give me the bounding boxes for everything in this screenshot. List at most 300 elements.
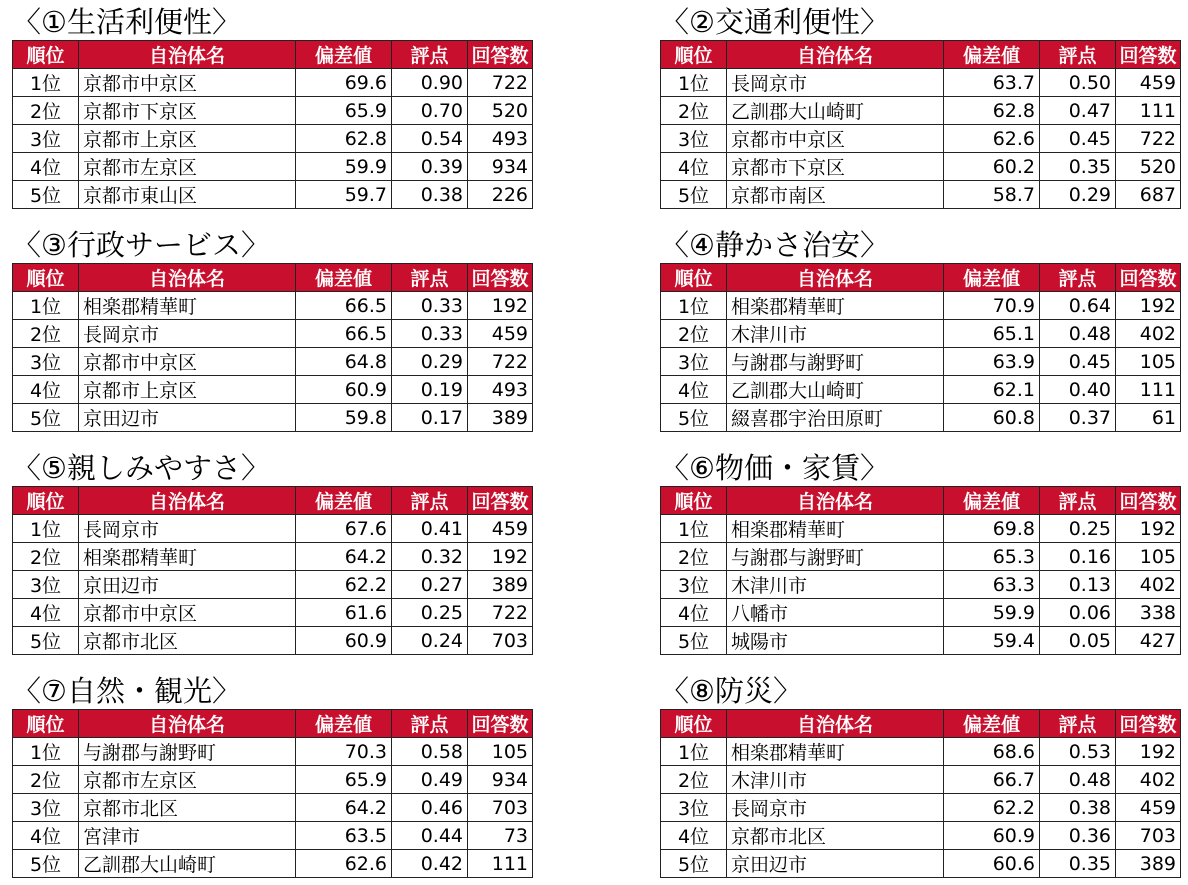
deviation-header: 偏差値: [944, 264, 1040, 292]
score-header: 評点: [392, 487, 468, 515]
responses-header: 回答数: [1116, 41, 1181, 69]
table-row: [13, 543, 533, 571]
deviation-value-cell: 62.8: [296, 125, 392, 153]
name-header: 自治体名: [79, 41, 296, 69]
score-cell: 0.37: [1040, 404, 1116, 432]
section-quiet-safety: [660, 227, 1180, 432]
name-header: 自治体名: [727, 41, 944, 69]
rank-cell: 3位: [661, 794, 727, 822]
table-row: [661, 376, 1181, 404]
deviation-value-cell: 59.9: [944, 599, 1040, 627]
deviation-value-cell: 68.6: [944, 738, 1040, 766]
deviation-value-cell: 60.9: [944, 822, 1040, 850]
section-living-convenience: [12, 4, 532, 209]
score-cell: 0.90: [392, 69, 468, 97]
rank-cell: 1位: [661, 515, 727, 543]
ranking-table: [660, 263, 1181, 432]
section-title: 〈①生活利便性〉: [12, 5, 241, 39]
section-prices-rent: [660, 450, 1180, 655]
rank-cell: 1位: [661, 738, 727, 766]
rank-header: 順位: [661, 41, 727, 69]
table-row: [661, 738, 1181, 766]
score-cell: 0.50: [1040, 69, 1116, 97]
response-count-cell: 722: [1116, 125, 1181, 153]
municipality-name-cell: 城陽市: [727, 627, 944, 655]
score-cell: 0.41: [392, 515, 468, 543]
municipality-name-cell: 長岡京市: [727, 69, 944, 97]
rank-header: 順位: [13, 264, 79, 292]
table-row: [13, 69, 533, 97]
rank-cell: 5位: [661, 850, 727, 878]
municipality-name-cell: 綴喜郡宇治田原町: [727, 404, 944, 432]
deviation-header: 偏差値: [296, 264, 392, 292]
score-cell: 0.17: [392, 404, 468, 432]
rank-cell: 3位: [661, 571, 727, 599]
municipality-name-cell: 乙訓郡大山崎町: [727, 376, 944, 404]
rank-cell: 5位: [13, 404, 79, 432]
rank-cell: 1位: [13, 69, 79, 97]
deviation-value-cell: 69.6: [296, 69, 392, 97]
municipality-name-cell: 相楽郡精華町: [727, 515, 944, 543]
deviation-value-cell: 58.7: [944, 181, 1040, 209]
table-row: [13, 348, 533, 376]
response-count-cell: 703: [468, 627, 533, 655]
rank-cell: 3位: [661, 125, 727, 153]
table-header-row: [13, 41, 533, 69]
municipality-name-cell: 木津川市: [727, 320, 944, 348]
rank-header: 順位: [661, 264, 727, 292]
response-count-cell: 105: [468, 738, 533, 766]
deviation-value-cell: 60.9: [296, 627, 392, 655]
score-header: 評点: [392, 264, 468, 292]
table-header-row: [13, 710, 533, 738]
rank-cell: 2位: [661, 766, 727, 794]
response-count-cell: 192: [468, 292, 533, 320]
deviation-value-cell: 65.9: [296, 766, 392, 794]
response-count-cell: 722: [468, 69, 533, 97]
table-row: [661, 822, 1181, 850]
section-government-services: [12, 227, 532, 432]
responses-header: 回答数: [1116, 710, 1181, 738]
table-row: [661, 125, 1181, 153]
rank-cell: 1位: [13, 515, 79, 543]
score-cell: 0.27: [392, 571, 468, 599]
deviation-value-cell: 59.4: [944, 627, 1040, 655]
municipality-name-cell: 京都市下京区: [79, 97, 296, 125]
score-header: 評点: [392, 710, 468, 738]
deviation-value-cell: 59.9: [296, 153, 392, 181]
section-title: 〈⑧防災〉: [660, 674, 802, 708]
responses-header: 回答数: [468, 710, 533, 738]
table-header-row: [661, 710, 1181, 738]
deviation-value-cell: 62.2: [944, 794, 1040, 822]
table-row: [661, 766, 1181, 794]
response-count-cell: 427: [1116, 627, 1181, 655]
score-header: 評点: [1040, 41, 1116, 69]
municipality-name-cell: 相楽郡精華町: [79, 292, 296, 320]
deviation-value-cell: 59.7: [296, 181, 392, 209]
table-row: [13, 153, 533, 181]
section-title: 〈④静かさ治安〉: [660, 228, 889, 262]
response-count-cell: 459: [1116, 69, 1181, 97]
rank-header: 順位: [13, 487, 79, 515]
score-cell: 0.16: [1040, 543, 1116, 571]
name-header: 自治体名: [79, 264, 296, 292]
deviation-value-cell: 60.2: [944, 153, 1040, 181]
deviation-value-cell: 64.2: [296, 794, 392, 822]
rank-cell: 3位: [13, 125, 79, 153]
deviation-value-cell: 66.5: [296, 320, 392, 348]
rank-cell: 1位: [661, 69, 727, 97]
municipality-name-cell: 京都市北区: [727, 822, 944, 850]
response-count-cell: 934: [468, 766, 533, 794]
rank-cell: 4位: [13, 376, 79, 404]
section-title: 〈③行政サービス〉: [12, 228, 270, 262]
score-header: 評点: [1040, 710, 1116, 738]
ranking-table: [12, 263, 533, 432]
ranking-table: [660, 486, 1181, 655]
municipality-name-cell: 京都市中京区: [79, 599, 296, 627]
rank-header: 順位: [13, 41, 79, 69]
response-count-cell: 389: [468, 404, 533, 432]
deviation-value-cell: 63.5: [296, 822, 392, 850]
table-row: [13, 627, 533, 655]
rank-cell: 4位: [13, 599, 79, 627]
ranking-table: [12, 40, 533, 209]
municipality-name-cell: 京都市左京区: [79, 766, 296, 794]
municipality-name-cell: 京田辺市: [79, 571, 296, 599]
rank-cell: 2位: [13, 766, 79, 794]
municipality-name-cell: 京都市北区: [79, 627, 296, 655]
section-disaster-prevention: [660, 673, 1180, 878]
response-count-cell: 722: [468, 599, 533, 627]
table-row: [661, 153, 1181, 181]
table-row: [661, 794, 1181, 822]
rank-cell: 4位: [661, 376, 727, 404]
deviation-value-cell: 63.7: [944, 69, 1040, 97]
ranking-table: [12, 709, 533, 878]
deviation-header: 偏差値: [944, 41, 1040, 69]
table-row: [13, 404, 533, 432]
table-row: [13, 822, 533, 850]
municipality-name-cell: 相楽郡精華町: [727, 738, 944, 766]
score-cell: 0.19: [392, 376, 468, 404]
municipality-name-cell: 与謝郡与謝野町: [79, 738, 296, 766]
section-title: 〈②交通利便性〉: [660, 5, 889, 39]
rank-cell: 1位: [661, 292, 727, 320]
score-cell: 0.36: [1040, 822, 1116, 850]
table-row: [661, 404, 1181, 432]
rank-cell: 2位: [661, 320, 727, 348]
deviation-header: 偏差値: [296, 487, 392, 515]
table-row: [661, 69, 1181, 97]
table-row: [661, 627, 1181, 655]
score-cell: 0.35: [1040, 153, 1116, 181]
rank-cell: 2位: [661, 543, 727, 571]
response-count-cell: 402: [1116, 766, 1181, 794]
table-row: [661, 599, 1181, 627]
score-cell: 0.54: [392, 125, 468, 153]
municipality-name-cell: 京田辺市: [79, 404, 296, 432]
rank-cell: 4位: [661, 822, 727, 850]
section-nature-tourism: [12, 673, 532, 878]
deviation-header: 偏差値: [944, 487, 1040, 515]
municipality-name-cell: 宮津市: [79, 822, 296, 850]
rank-header: 順位: [13, 710, 79, 738]
score-cell: 0.46: [392, 794, 468, 822]
table-header-row: [13, 487, 533, 515]
deviation-value-cell: 66.5: [296, 292, 392, 320]
table-row: [13, 320, 533, 348]
deviation-value-cell: 70.9: [944, 292, 1040, 320]
ranking-table: [12, 486, 533, 655]
score-cell: 0.64: [1040, 292, 1116, 320]
table-row: [13, 181, 533, 209]
response-count-cell: 703: [468, 794, 533, 822]
rank-cell: 5位: [13, 181, 79, 209]
score-cell: 0.06: [1040, 599, 1116, 627]
deviation-value-cell: 63.9: [944, 348, 1040, 376]
municipality-name-cell: 京都市南区: [727, 181, 944, 209]
table-row: [661, 97, 1181, 125]
responses-header: 回答数: [468, 264, 533, 292]
municipality-name-cell: 京都市下京区: [727, 153, 944, 181]
municipality-name-cell: 八幡市: [727, 599, 944, 627]
table-row: [13, 97, 533, 125]
deviation-value-cell: 60.9: [296, 376, 392, 404]
municipality-name-cell: 京都市中京区: [727, 125, 944, 153]
score-cell: 0.25: [392, 599, 468, 627]
deviation-value-cell: 61.6: [296, 599, 392, 627]
response-count-cell: 192: [1116, 292, 1181, 320]
score-cell: 0.58: [392, 738, 468, 766]
municipality-name-cell: 京都市左京区: [79, 153, 296, 181]
deviation-value-cell: 62.8: [944, 97, 1040, 125]
municipality-name-cell: 木津川市: [727, 766, 944, 794]
municipality-name-cell: 長岡京市: [79, 515, 296, 543]
table-row: [13, 738, 533, 766]
response-count-cell: 338: [1116, 599, 1181, 627]
deviation-value-cell: 65.1: [944, 320, 1040, 348]
municipality-name-cell: 乙訓郡大山崎町: [727, 97, 944, 125]
deviation-value-cell: 63.3: [944, 571, 1040, 599]
response-count-cell: 192: [1116, 738, 1181, 766]
municipality-name-cell: 相楽郡精華町: [79, 543, 296, 571]
response-count-cell: 73: [468, 822, 533, 850]
deviation-value-cell: 65.9: [296, 97, 392, 125]
rank-cell: 3位: [661, 348, 727, 376]
table-row: [661, 348, 1181, 376]
deviation-value-cell: 59.8: [296, 404, 392, 432]
response-count-cell: 402: [1116, 320, 1181, 348]
municipality-name-cell: 乙訓郡大山崎町: [79, 850, 296, 878]
rank-cell: 2位: [13, 543, 79, 571]
score-cell: 0.44: [392, 822, 468, 850]
municipality-name-cell: 京都市中京区: [79, 348, 296, 376]
response-count-cell: 459: [468, 320, 533, 348]
score-cell: 0.38: [1040, 794, 1116, 822]
response-count-cell: 105: [1116, 543, 1181, 571]
score-cell: 0.33: [392, 320, 468, 348]
response-count-cell: 934: [468, 153, 533, 181]
score-header: 評点: [1040, 264, 1116, 292]
responses-header: 回答数: [468, 41, 533, 69]
name-header: 自治体名: [727, 264, 944, 292]
name-header: 自治体名: [727, 710, 944, 738]
score-cell: 0.47: [1040, 97, 1116, 125]
rank-cell: 1位: [13, 292, 79, 320]
rank-cell: 5位: [661, 627, 727, 655]
score-cell: 0.39: [392, 153, 468, 181]
score-cell: 0.70: [392, 97, 468, 125]
score-cell: 0.25: [1040, 515, 1116, 543]
rank-header: 順位: [661, 710, 727, 738]
responses-header: 回答数: [468, 487, 533, 515]
rank-cell: 2位: [13, 320, 79, 348]
response-count-cell: 389: [468, 571, 533, 599]
response-count-cell: 226: [468, 181, 533, 209]
table-header-row: [661, 487, 1181, 515]
score-header: 評点: [1040, 487, 1116, 515]
deviation-value-cell: 70.3: [296, 738, 392, 766]
municipality-name-cell: 相楽郡精華町: [727, 292, 944, 320]
ranking-table: [660, 709, 1181, 878]
rank-cell: 4位: [661, 153, 727, 181]
rank-cell: 3位: [13, 571, 79, 599]
response-count-cell: 111: [1116, 376, 1181, 404]
table-row: [13, 515, 533, 543]
ranking-table: [660, 40, 1181, 209]
municipality-name-cell: 京都市中京区: [79, 69, 296, 97]
municipality-name-cell: 与謝郡与謝野町: [727, 543, 944, 571]
score-cell: 0.45: [1040, 125, 1116, 153]
deviation-value-cell: 62.6: [944, 125, 1040, 153]
score-header: 評点: [392, 41, 468, 69]
municipality-name-cell: 木津川市: [727, 571, 944, 599]
deviation-value-cell: 65.3: [944, 543, 1040, 571]
score-cell: 0.49: [392, 766, 468, 794]
score-cell: 0.13: [1040, 571, 1116, 599]
response-count-cell: 722: [468, 348, 533, 376]
rank-cell: 4位: [13, 153, 79, 181]
rank-cell: 5位: [13, 627, 79, 655]
table-row: [661, 571, 1181, 599]
rank-cell: 4位: [13, 822, 79, 850]
rank-cell: 3位: [13, 348, 79, 376]
deviation-value-cell: 62.6: [296, 850, 392, 878]
section-friendliness: [12, 450, 532, 655]
deviation-header: 偏差値: [296, 710, 392, 738]
score-cell: 0.35: [1040, 850, 1116, 878]
score-cell: 0.48: [1040, 766, 1116, 794]
response-count-cell: 520: [1116, 153, 1181, 181]
municipality-name-cell: 長岡京市: [79, 320, 296, 348]
table-row: [13, 571, 533, 599]
table-row: [13, 850, 533, 878]
table-row: [13, 376, 533, 404]
score-cell: 0.24: [392, 627, 468, 655]
name-header: 自治体名: [79, 710, 296, 738]
response-count-cell: 459: [1116, 794, 1181, 822]
section-title: 〈⑤親しみやすさ〉: [12, 451, 270, 485]
table-row: [661, 850, 1181, 878]
response-count-cell: 402: [1116, 571, 1181, 599]
deviation-header: 偏差値: [296, 41, 392, 69]
rank-cell: 2位: [661, 97, 727, 125]
municipality-name-cell: 京都市上京区: [79, 376, 296, 404]
rank-cell: 1位: [13, 738, 79, 766]
section-title: 〈⑥物価・家賃〉: [660, 451, 889, 485]
section-title: 〈⑦自然・観光〉: [12, 674, 241, 708]
table-row: [661, 515, 1181, 543]
rank-cell: 5位: [661, 181, 727, 209]
deviation-value-cell: 67.6: [296, 515, 392, 543]
response-count-cell: 111: [1116, 97, 1181, 125]
rank-cell: 4位: [661, 599, 727, 627]
response-count-cell: 459: [468, 515, 533, 543]
response-count-cell: 520: [468, 97, 533, 125]
score-cell: 0.32: [392, 543, 468, 571]
deviation-value-cell: 64.2: [296, 543, 392, 571]
municipality-name-cell: 京都市北区: [79, 794, 296, 822]
response-count-cell: 61: [1116, 404, 1181, 432]
score-cell: 0.53: [1040, 738, 1116, 766]
score-cell: 0.48: [1040, 320, 1116, 348]
table-row: [13, 766, 533, 794]
table-row: [13, 794, 533, 822]
section-transport-convenience: [660, 4, 1180, 209]
response-count-cell: 703: [1116, 822, 1181, 850]
municipality-name-cell: 京都市東山区: [79, 181, 296, 209]
municipality-name-cell: 長岡京市: [727, 794, 944, 822]
table-row: [661, 543, 1181, 571]
response-count-cell: 111: [468, 850, 533, 878]
table-header-row: [13, 264, 533, 292]
rank-header: 順位: [661, 487, 727, 515]
deviation-value-cell: 66.7: [944, 766, 1040, 794]
score-cell: 0.42: [392, 850, 468, 878]
score-cell: 0.29: [392, 348, 468, 376]
response-count-cell: 105: [1116, 348, 1181, 376]
responses-header: 回答数: [1116, 487, 1181, 515]
table-row: [661, 181, 1181, 209]
responses-header: 回答数: [1116, 264, 1181, 292]
score-cell: 0.33: [392, 292, 468, 320]
table-row: [13, 292, 533, 320]
rank-cell: 3位: [13, 794, 79, 822]
rank-cell: 2位: [13, 97, 79, 125]
deviation-value-cell: 60.8: [944, 404, 1040, 432]
score-cell: 0.38: [392, 181, 468, 209]
score-cell: 0.05: [1040, 627, 1116, 655]
response-count-cell: 192: [468, 543, 533, 571]
score-cell: 0.40: [1040, 376, 1116, 404]
table-row: [661, 320, 1181, 348]
municipality-name-cell: 与謝郡与謝野町: [727, 348, 944, 376]
table-row: [661, 292, 1181, 320]
score-cell: 0.29: [1040, 181, 1116, 209]
deviation-value-cell: 69.8: [944, 515, 1040, 543]
response-count-cell: 687: [1116, 181, 1181, 209]
table-row: [13, 125, 533, 153]
municipality-name-cell: 京都市上京区: [79, 125, 296, 153]
response-count-cell: 493: [468, 125, 533, 153]
deviation-value-cell: 60.6: [944, 850, 1040, 878]
response-count-cell: 389: [1116, 850, 1181, 878]
name-header: 自治体名: [727, 487, 944, 515]
deviation-header: 偏差値: [944, 710, 1040, 738]
deviation-value-cell: 62.1: [944, 376, 1040, 404]
